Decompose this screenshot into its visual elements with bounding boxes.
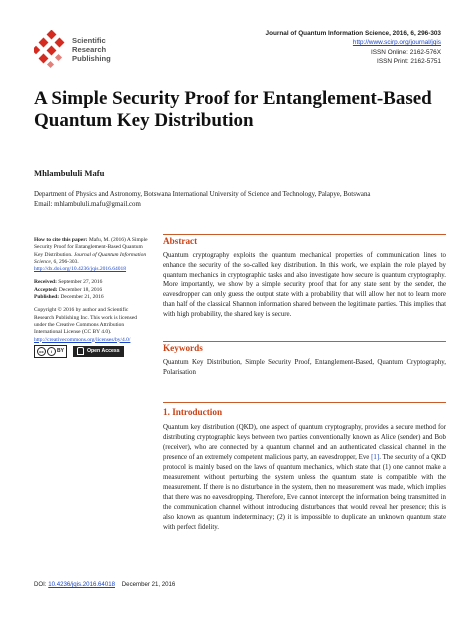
keywords-heading: Keywords <box>163 343 203 353</box>
journal-url-link[interactable]: http://www.scirp.org/journal/jqis <box>352 39 441 47</box>
journal-meta <box>266 29 441 67</box>
cite-text: Mafu, M. (2016) A Simple Security Proof for Entanglement-Based Quantum Key Distribution. <box>34 237 148 258</box>
received-date: September 27, 2016 <box>58 279 103 286</box>
intro-text-part: Quantum key distribution (QKD), one aspect of quantum cryptography, provides a secure method for distributing cryptographic keys between two parties conventionally known as Alice (sender) and Bob (receiver), who are connected by a quantum channel and an authenticated classical channel in the presence of an extremely competent malicious party, an eavesdropper, Eve <box>163 424 446 462</box>
intro-text-part: . The security of a QKD protocol is mainly based on the laws of quantum mechanics, which state that (1) one cannot make a measurement without perturbing the system unless the quantum state is compatible with the measurement. If there is no disturbance in the system, then no measurement was made, which implies that there was no eavesdropping. Therefore, Eve cannot intercept the information being transmitted in the communication channel without introducing disturbances that would reveal her presence; this is also known as quantum indeterminacy; (2) it is impossible to duplicate an unknown quantum state with perfect fidelity. <box>163 454 446 532</box>
issn-online: ISSN Online: 2162-576X <box>371 48 441 56</box>
abstract-divider <box>163 234 446 235</box>
publisher-name-line: Publishing <box>72 54 111 63</box>
published-label: Published: <box>34 294 60 301</box>
lock-icon <box>77 347 84 355</box>
affiliation-block <box>34 190 370 209</box>
received-label: Received: <box>34 279 57 286</box>
introduction-heading: 1. Introduction <box>163 407 223 417</box>
author-name: Mhlambululi Mafu <box>34 168 105 178</box>
keywords-text: Quantum Key Distribution, Simple Security Proof, Entanglement-Based, Quantum Cryptography, Polarisation <box>163 359 446 376</box>
publisher-name-line: Scientific <box>72 36 106 45</box>
publisher-name-line: Research <box>72 45 107 54</box>
accepted-label: Accepted: <box>34 286 58 293</box>
abstract-text: Quantum cryptography exploits the quantum mechanical properties of communication lines to enhance the security of the so-called key distribution. In this work, we explain the role played by quantum mechanics in cryptographic tasks and also investigate how secure is quantum cryptography. More importantly, we show by a simple security proof that for any state sent by the sender, the eavesdropper can only guess the output state with a probability that will allow her not to learn more than half of the classical Shannon information shared between the legitimate parties. This implies that with high probability, the shared key is secure. <box>163 252 446 318</box>
footer-doi-link[interactable]: 10.4236/jqis.2016.64018 <box>48 581 115 588</box>
paper-title: A Simple Security Proof for Entanglement-Based Quantum Key Distribution <box>34 88 432 131</box>
cite-doi-link[interactable]: http://dx.doi.org/10.4236/jqis.2016.64018 <box>34 266 127 273</box>
cite-journal: Journal of Quantum Information Science <box>34 251 147 265</box>
issn-print: ISSN Print: 2162-5751 <box>377 58 441 66</box>
cc-label: BY <box>57 347 64 354</box>
publisher-name <box>72 36 111 63</box>
footer-date: December 21, 2016 <box>121 581 176 588</box>
journal-title: Journal of Quantum Information Science, 2016, 6, 296-303 <box>265 30 441 37</box>
footer-doi-label: DOI: <box>34 581 47 588</box>
introduction-divider <box>163 402 446 403</box>
cite-label: How to cite this paper: <box>34 237 88 243</box>
cc-icon: cc i BY <box>34 345 67 358</box>
open-access-badge <box>73 346 124 357</box>
open-access-label: Open Access <box>86 347 120 354</box>
abstract-heading: Abstract <box>163 236 198 246</box>
citation-info <box>34 237 149 273</box>
author-email: Email: mhlambululi.mafu@gmail.com <box>34 200 141 208</box>
published-date: December 21, 2016 <box>60 294 104 301</box>
license-link[interactable]: http://creativecommons.org/licenses/by/4.0/ <box>34 336 131 343</box>
article-info-sidebar <box>34 237 149 364</box>
page-footer <box>34 581 175 588</box>
license-text: Copyright © 2016 by author and Scientific Research Publishing Inc. This work is licensed under the Creative Commons Attribution International License (CC BY 4.0). <box>34 307 138 336</box>
cite-volume: , 6, 296-303. <box>50 258 79 265</box>
dates-info <box>34 279 149 301</box>
introduction-text <box>163 423 446 534</box>
publisher-logo-icon <box>34 30 74 70</box>
license-info <box>34 307 149 357</box>
reference-citation-link[interactable]: [1] <box>371 454 380 462</box>
cc-by-badge <box>34 345 124 358</box>
accepted-date: December 18, 2016 <box>58 286 103 293</box>
keywords-divider <box>163 341 446 342</box>
affiliation: Department of Physics and Astronomy, Botswana International University of Science and Technology, Palapye, Botswana <box>34 191 371 198</box>
